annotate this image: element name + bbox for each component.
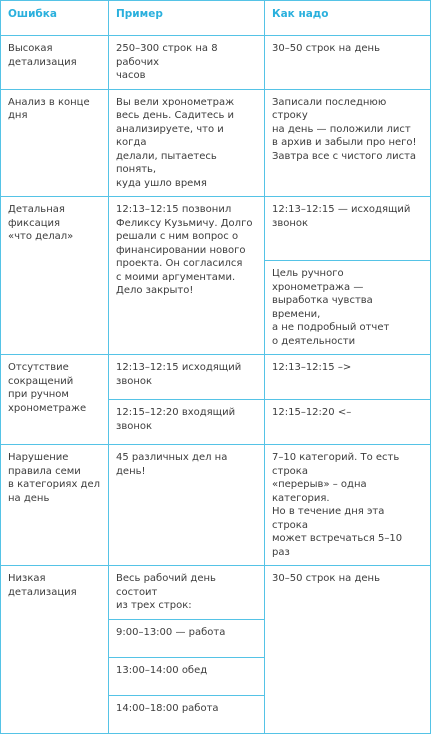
error-cell: Нарушение правила семи в категориях дел на день (1, 445, 109, 566)
example-cell: 14:00–18:00 работа (109, 695, 265, 733)
example-cell: 12:13–12:15 исходящий звонок (109, 355, 265, 400)
header-how: Как надо (265, 1, 431, 36)
table-row (1, 36, 431, 90)
how-cell: 12:13–12:15 –> (265, 355, 431, 400)
error-cell: Анализ в конце дня (1, 89, 109, 197)
example-cell: Весь рабочий день состоит из трех строк: (109, 566, 265, 620)
how-cell: Записали последнюю строку на день — положили лист в архив и забыли про него! Завтра все с чистого листа (265, 89, 431, 197)
how-cell: 12:13–12:15 — исходящий звонок (265, 197, 431, 261)
error-cell: Детальная фиксация «что делал» (1, 197, 109, 355)
how-cell: 30–50 строк на день (265, 566, 431, 734)
error-cell: Отсутствие сокращений при ручном хронометраже (1, 355, 109, 445)
example-cell: 45 различных дел на день! (109, 445, 265, 566)
error-cell: Низкая детализация (1, 566, 109, 734)
example-cell: 250–300 строк на 8 рабочих часов (109, 36, 265, 90)
table-row (1, 197, 431, 261)
how-cell: Цель ручного хронометража — выработка чувства времени, а не подробный отчет о деятельности (265, 261, 431, 355)
table-row (1, 566, 431, 620)
table-row (1, 89, 431, 197)
header-error: Ошибка (1, 1, 109, 36)
how-cell: 7–10 категорий. То есть строка «перерыв» – одна категория. Но в течение дня эта строка может встречаться 5–10 раз (265, 445, 431, 566)
example-cell: 9:00–13:00 — работа (109, 619, 265, 657)
example-cell: 12:13–12:15 позвонил Феликсу Кузьмичу. Долго решали с ним вопрос о финансировании нового проекта. Он согласился с моими аргументами. Дело закрыто! (109, 197, 265, 355)
how-cell: 12:15–12:20 <– (265, 400, 431, 445)
example-cell: 12:15–12:20 входящий звонок (109, 400, 265, 445)
header-row (1, 1, 431, 36)
table-row (1, 445, 431, 566)
header-example: Пример (109, 1, 265, 36)
error-cell: Высокая детализация (1, 36, 109, 90)
example-cell: Вы вели хронометраж весь день. Садитесь и анализируете, что и когда делали, пытаетесь понять, куда ушло время (109, 89, 265, 197)
example-cell: 13:00–14:00 обед (109, 657, 265, 695)
how-cell: 30–50 строк на день (265, 36, 431, 90)
table-row (1, 355, 431, 400)
